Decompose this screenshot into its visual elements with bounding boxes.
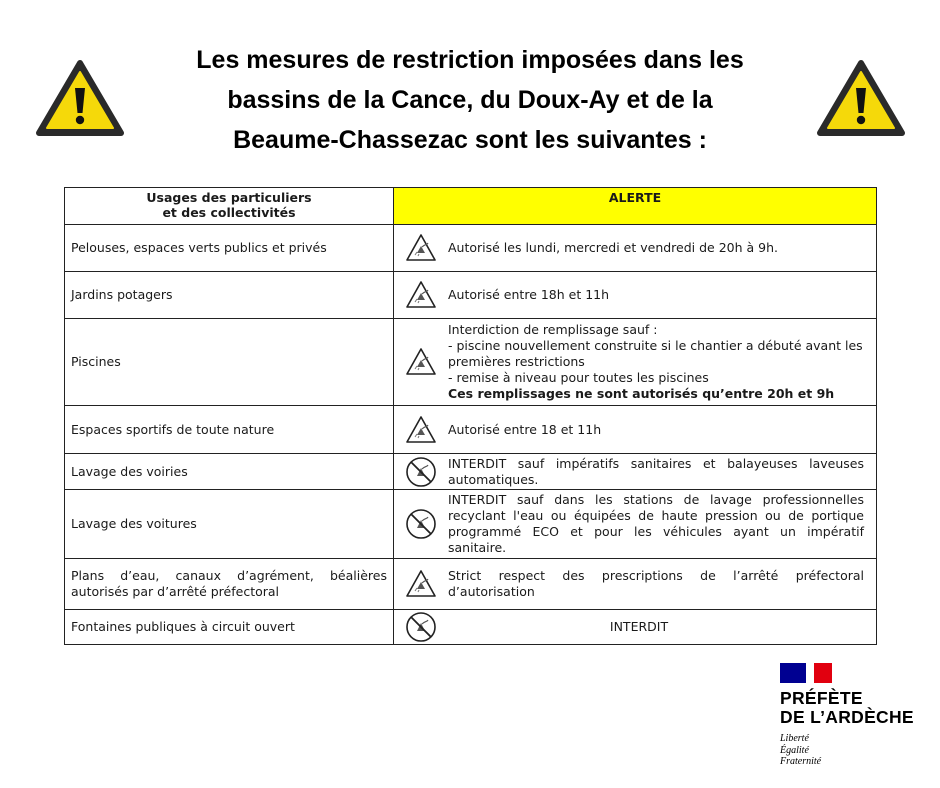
alert-cell [394, 272, 877, 319]
table-header-row [65, 188, 877, 225]
marianne-flag-icon [780, 663, 832, 683]
watering-triangle-icon [404, 345, 438, 379]
alert-text [448, 456, 870, 488]
alert-text-line: Autorisé entre 18h et 11h [448, 287, 610, 302]
usage-cell: Plans d’eau, canaux d’agrément, béalières autorisés par d’arrêté préfectoral [65, 559, 394, 610]
no-watering-circle-icon [404, 507, 438, 541]
header-usage [65, 188, 394, 225]
alert-text-line: INTERDIT sauf impératifs sanitaires et balayeuses laveuses automatiques. [448, 455, 864, 487]
alert-text [448, 492, 870, 556]
table-row [65, 490, 877, 559]
alert-text [448, 287, 870, 303]
alert-text-line: Autorisé les lundi, mercredi et vendredi de 20h à 9h. [448, 240, 778, 255]
table-row [65, 272, 877, 319]
logo-name-line: PRÉFÈTE [780, 688, 863, 708]
title-line: bassins de la Cance, du Doux-Ay et de la [227, 86, 713, 114]
alert-cell [394, 454, 877, 490]
prefecture-logo [780, 663, 930, 768]
alert-cell [394, 559, 877, 610]
alert-cell [394, 490, 877, 559]
motto-line: Fraternité [780, 756, 822, 767]
alert-text [448, 422, 870, 438]
usage-cell: Pelouses, espaces verts publics et privés [65, 225, 394, 272]
alert-cell [394, 406, 877, 454]
table-row [65, 319, 877, 406]
table-row [65, 454, 877, 490]
usage-cell: Piscines [65, 319, 394, 406]
logo-name-line: DE L’ARDÈCHE [780, 707, 914, 727]
alert-cell [394, 225, 877, 272]
table-row [65, 610, 877, 645]
title-line: Beaume-Chassezac sont les suivantes : [233, 126, 707, 154]
warning-icon-right [815, 58, 907, 138]
no-watering-circle-icon [404, 610, 438, 644]
republic-motto [780, 733, 930, 768]
alert-text [448, 240, 870, 256]
watering-triangle-icon [404, 567, 438, 601]
alert-cell [394, 610, 877, 645]
page-title [150, 40, 790, 160]
table-row [65, 559, 877, 610]
logo-name [780, 689, 930, 727]
watering-triangle-icon [404, 278, 438, 312]
alert-text-line: Autorisé entre 18 et 11h [448, 421, 602, 437]
header-alert: ALERTE [394, 188, 877, 225]
usage-cell: Lavage des voiries [65, 454, 394, 490]
header-usage-line: Usages des particuliers [146, 190, 312, 205]
usage-cell: Jardins potagers [65, 272, 394, 319]
usage-cell: Lavage des voitures [65, 490, 394, 559]
alert-cell [394, 319, 877, 406]
alert-text-line: Interdiction de remplissage sauf : [448, 322, 658, 337]
alert-text [448, 322, 870, 402]
alert-text-line: Strict respect des prescriptions de l’arrêté préfectoral d’autorisation [448, 568, 864, 599]
motto-line: Liberté [780, 733, 809, 744]
warning-icon-left [34, 58, 126, 138]
header-usage-line: et des collectivités [162, 205, 296, 220]
table-row [65, 225, 877, 272]
restrictions-table [64, 187, 877, 645]
usage-cell: Espaces sportifs de toute nature [65, 406, 394, 454]
alert-text-line: INTERDIT sauf dans les stations de lavage professionnelles recyclant l'eau ou équipées de haute pression ou de portique programmé ECO et pour les véhicules ayant un impératif sanitaire. [448, 492, 864, 555]
watering-triangle-icon [404, 413, 438, 447]
no-watering-circle-icon [404, 455, 438, 489]
table-row [65, 406, 877, 454]
alert-text [448, 619, 870, 635]
alert-text-line: INTERDIT [609, 619, 669, 634]
alert-text-line: - remise à niveau pour toutes les piscines [448, 370, 709, 385]
alert-text [448, 568, 870, 600]
usage-cell: Fontaines publiques à circuit ouvert [65, 610, 394, 645]
alert-text-bold: Ces remplissages ne sont autorisés qu’entre 20h et 9h [448, 386, 835, 401]
watering-triangle-icon [404, 231, 438, 265]
alert-text-line: - piscine nouvellement construite si le chantier a débuté avant les premières restrictions [448, 338, 863, 369]
motto-line: Égalité [780, 744, 809, 756]
title-line: Les mesures de restriction imposées dans les [196, 46, 744, 74]
